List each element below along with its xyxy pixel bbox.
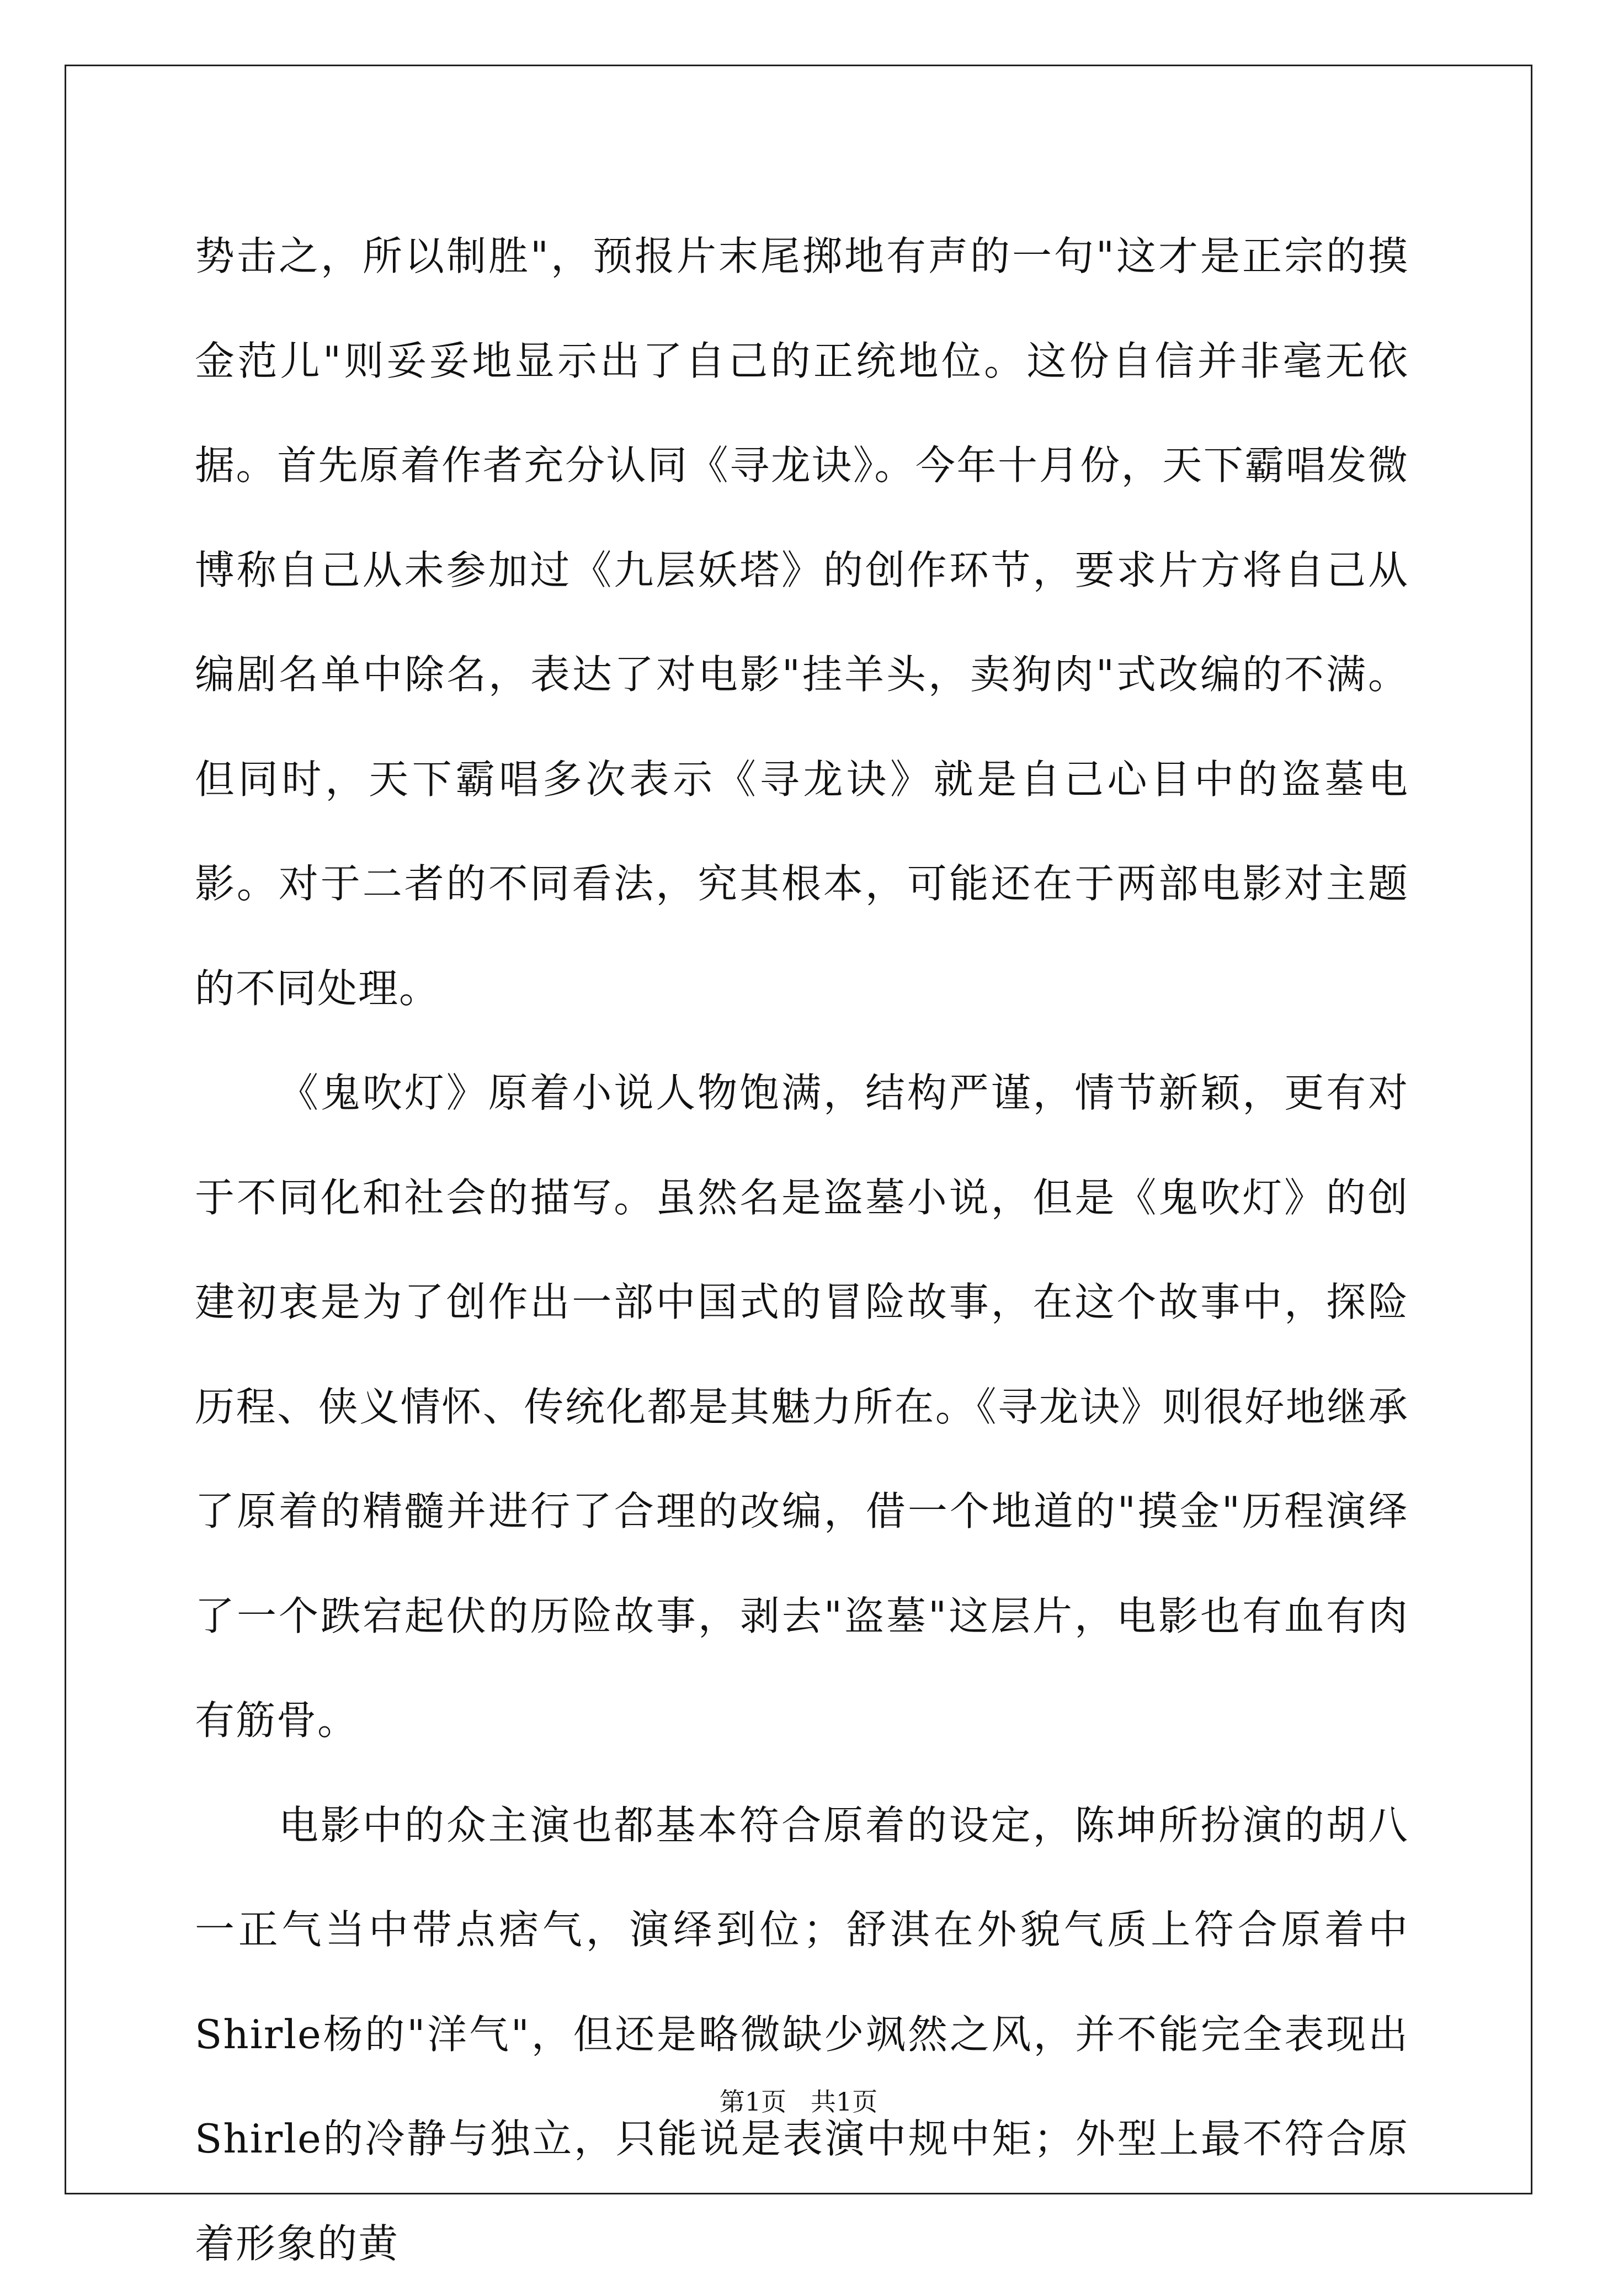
paragraph-3: 电影中的众主演也都基本符合原着的设定，陈坤所扮演的胡八一正气当中带点痞气，演绎到位；舒淇在外貌气质上符合原着中Shirle杨的"洋气"，但还是略微缺少飒然之风，并不能完全表现出Shirle的冷静与独立，只能说是表演中规中矩；外型上最不符合原着形象的黄	[195, 1773, 1409, 2296]
page-number-footer: 第1页 共1页	[0, 2085, 1597, 2118]
paragraph-1: 势击之，所以制胜"，预报片末尾掷地有声的一句"这才是正宗的摸金范儿"则妥妥地显示出了自己的正统地位。这份自信并非毫无依据。首先原着作者充分认同《寻龙诀》。今年十月份，天下霸唱发微博称自己从未参加过《九层妖塔》的创作环节，要求片方将自己从编剧名单中除名，表达了对电影"挂羊头，卖狗肉"式改编的不满。但同时，天下霸唱多次表示《寻龙诀》就是自己心目中的盗墓电影。对于二者的不同看法，究其根本，可能还在于两部电影对主题的不同处理。	[195, 204, 1409, 1041]
paragraph-2: 《鬼吹灯》原着小说人物饱满，结构严谨，情节新颖，更有对于不同化和社会的描写。虽然名是盗墓小说，但是《鬼吹灯》的创建初衷是为了创作出一部中国式的冒险故事，在这个故事中，探险历程、侠义情怀、传统化都是其魅力所在。《寻龙诀》则很好地继承了原着的精髓并进行了合理的改编，借一个地道的"摸金"历程演绎了一个跌宕起伏的历险故事，剥去"盗墓"这层片，电影也有血有肉有筋骨。	[195, 1041, 1409, 1773]
document-body	[195, 204, 1409, 2296]
